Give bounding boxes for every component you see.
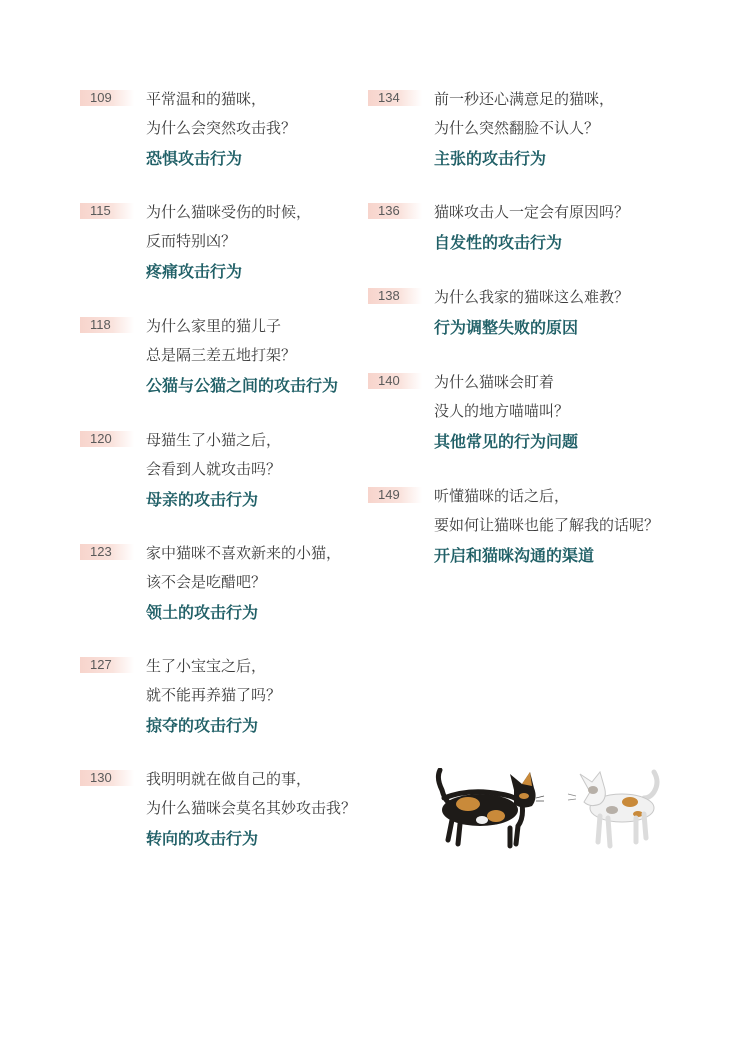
question-line: 反而特别凶？ [146, 232, 237, 250]
two-cats-illustration [430, 768, 666, 856]
question-line: 听懂猫咪的话之后， [434, 487, 570, 505]
question-line: 该不会是吃醋吧？ [146, 573, 267, 591]
question-line: 为什么猫咪会盯着 [434, 373, 555, 391]
question-line: 为什么猫咪会莫名其妙攻击我？ [146, 799, 357, 817]
topic-heading: 疼痛攻击行为 [146, 262, 243, 281]
question-line: 母猫生了小猫之后， [146, 431, 282, 449]
question-line: 要如何让猫咪也能了解我的话呢？ [434, 516, 660, 534]
topic-heading: 恐惧攻击行为 [146, 149, 243, 168]
question-line: 平常温和的猫咪， [146, 90, 267, 108]
topic-heading: 开启和猫咪沟通的渠道 [434, 546, 595, 565]
topic-heading: 公猫与公猫之间的攻击行为 [146, 376, 339, 395]
page-number-badge: 120 [80, 431, 134, 447]
calico-cat [438, 770, 544, 846]
question-line: 生了小宝宝之后， [146, 657, 267, 675]
page-number-badge: 136 [368, 203, 422, 219]
topic-heading: 母亲的攻击行为 [146, 490, 259, 509]
page-number-badge: 149 [368, 487, 422, 503]
white-cat [568, 772, 657, 846]
question-line: 家中猫咪不喜欢新来的小猫， [146, 544, 342, 562]
question-line: 没人的地方喵喵叫？ [434, 402, 570, 420]
question-line: 总是隔三差五地打架？ [146, 346, 297, 364]
topic-heading: 主张的攻击行为 [434, 149, 547, 168]
page-number-badge: 118 [80, 317, 134, 333]
page-number-badge: 134 [368, 90, 422, 106]
question-line: 为什么我家的猫咪这么难教？ [434, 288, 630, 306]
topic-heading: 行为调整失败的原因 [434, 318, 579, 337]
question-line: 前一秒还心满意足的猫咪， [434, 90, 615, 108]
question-line: 为什么会突然攻击我？ [146, 119, 297, 137]
question-line: 为什么突然翻脸不认人？ [434, 119, 600, 137]
page-number-badge: 140 [368, 373, 422, 389]
question-line: 我明明就在做自己的事， [146, 770, 312, 788]
question-line: 就不能再养猫了吗？ [146, 686, 282, 704]
topic-heading: 其他常见的行为问题 [434, 432, 579, 451]
page-number-badge: 123 [80, 544, 134, 560]
page-number-badge: 138 [368, 288, 422, 304]
page-number-badge: 127 [80, 657, 134, 673]
topic-heading: 自发性的攻击行为 [434, 233, 563, 252]
question-line: 猫咪攻击人一定会有原因吗？ [434, 203, 630, 221]
question-line: 为什么家里的猫儿子 [146, 317, 282, 335]
topic-heading: 领土的攻击行为 [146, 603, 259, 622]
question-line: 为什么猫咪受伤的时候， [146, 203, 312, 221]
topic-heading: 掠夺的攻击行为 [146, 716, 259, 735]
page-number-badge: 115 [80, 203, 134, 219]
page-number-badge: 130 [80, 770, 134, 786]
cats-svg [430, 768, 666, 856]
page-number-badge: 109 [80, 90, 134, 106]
topic-heading: 转向的攻击行为 [146, 829, 259, 848]
question-line: 会看到人就攻击吗？ [146, 460, 282, 478]
